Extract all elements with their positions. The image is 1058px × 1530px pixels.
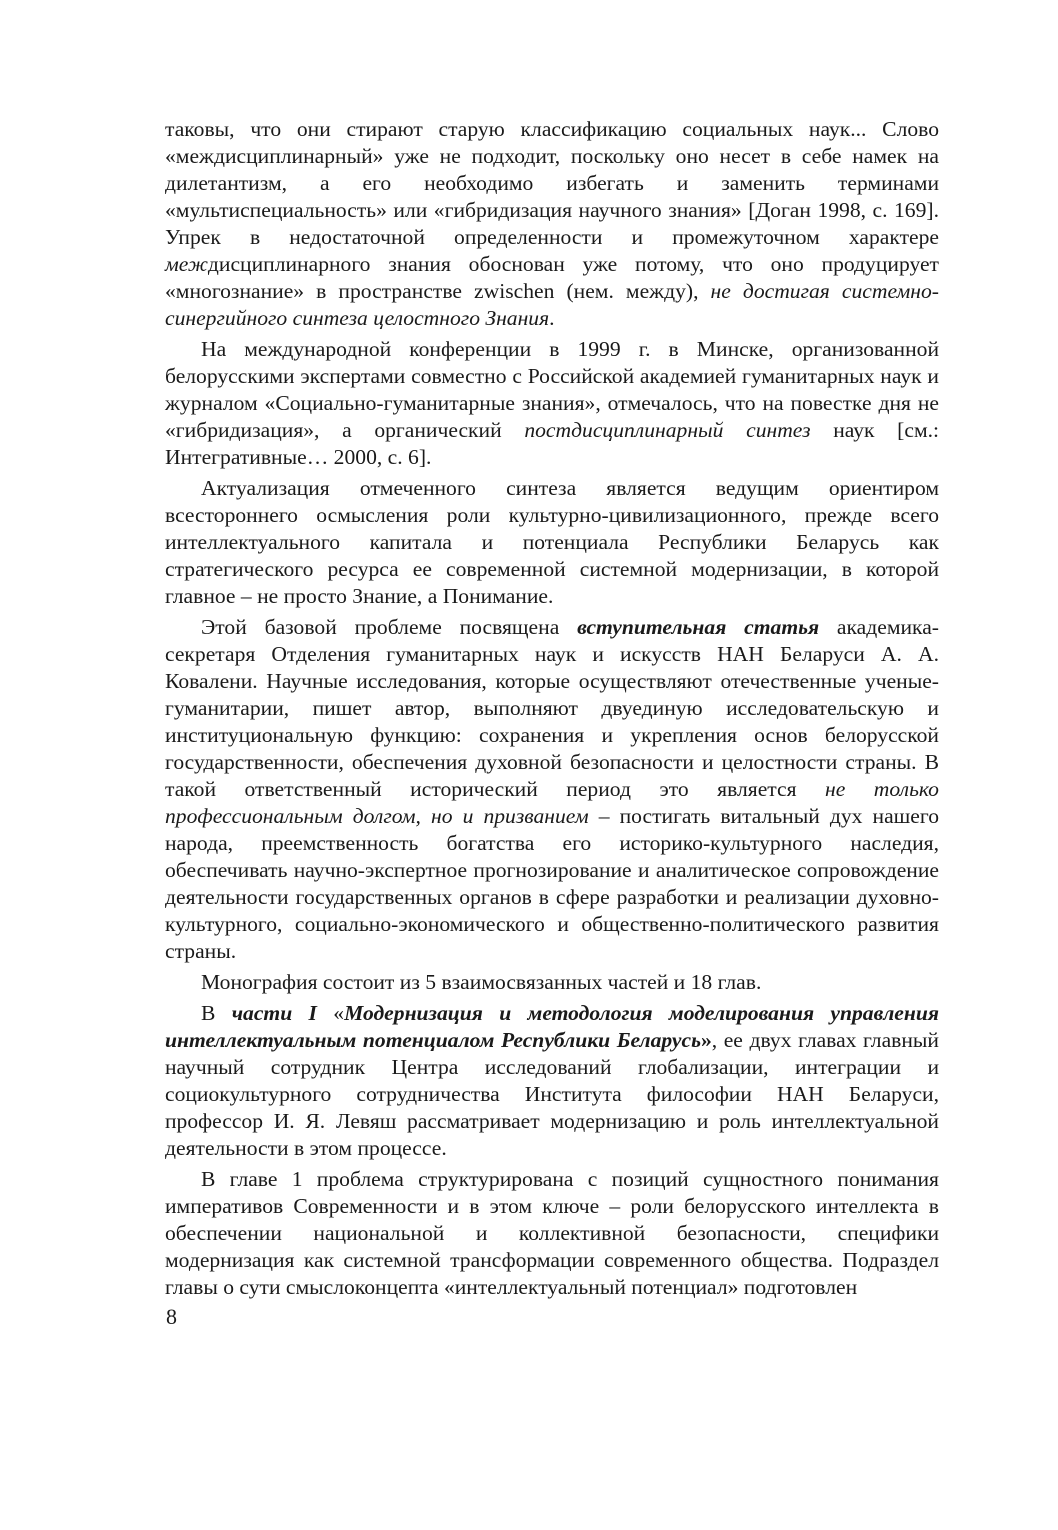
paragraph-7-text: В главе 1 проблема структурирована с позиций сущностного понимания императивов Современности и в этом ключе – роли белорусского интеллекта в обеспечении национальной и коллективной безопасности, специфики модернизация как системной трансформации современного общества. Подраздел главы о сути смыслоконцепта «интеллектуальный потенциал» подготовлен	[165, 1167, 939, 1299]
paragraph-1-italic-prefix: меж	[165, 252, 208, 276]
paragraph-2-text-a: На международной конференции в 1999 г. в Минске, организованной белорусскими экспертами совместно с Российской академией гуманитарных наук и журналом «Социально-гуманитарные знания», отмечалось, что на повестке дня не «гибридизация», а органический	[165, 337, 939, 442]
paragraph-7	[165, 1166, 939, 1301]
paragraph-6-text-a: В	[201, 1001, 232, 1025]
paragraph-2-text-c: наук [см.: Интегративные… 2000, с. 6].	[165, 418, 940, 469]
paragraph-2	[165, 336, 939, 471]
paragraph-4-text-a: Этой базовой проблеме посвящена	[201, 615, 578, 639]
paragraph-4	[165, 614, 939, 965]
paragraph-6-part-label: части I	[231, 1001, 317, 1025]
paragraph-1-text-e: .	[549, 306, 555, 330]
paragraph-5	[165, 969, 939, 996]
paragraph-4-italic-phrase: не только профессиональным долгом, но и призванием	[165, 777, 939, 828]
paragraph-1-text-a: таковы, что они стирают старую классификацию социальных наук... Слово «междисциплинарный» уже не подходит, поскольку оно несет в себе намек на дилетантизм, а его необходимо избегать и заменить терминами «мультиспециальность» или «гибридизация научного знания» [Доган 1998, с. 169]. Упрек в недостаточной определенности и промежуточном характере	[165, 117, 939, 249]
page-number: 8	[166, 1304, 177, 1329]
paragraph-1-text-c: дисциплинарного знания обоснован уже потому, что оно продуцирует «многознание» в пространстве zwischen (нем. между),	[165, 252, 939, 303]
paragraph-6-part-title: Модернизация и методология моделирования управления интеллектуальным потенциалом Республики Беларусь	[165, 1001, 940, 1052]
paragraph-5-text: Монография состоит из 5 взаимосвязанных частей и 18 глав.	[201, 970, 762, 994]
paragraph-4-bold-italic-phrase: вступительная статья	[577, 615, 820, 639]
paragraph-3-text: Актуализация отмеченного синтеза является ведущим ориентиром всестороннего осмысления роли культурно-цивилизационного, прежде всего интеллектуального капитала и потенциала Республики Беларусь как стратегического ресурса ее современной системной модернизации, в которой главное – не просто Знание, а Понимание.	[165, 476, 939, 608]
page-body	[165, 116, 939, 1305]
paragraph-6-close-quote: »	[700, 1028, 712, 1052]
paragraph-2-italic-phrase: постдисциплинарный синтез	[524, 418, 811, 442]
paragraph-6-open-quote: «	[316, 1001, 345, 1025]
paragraph-1-italic-phrase: не достигая системно-синергийного синтеза целостного Знания	[165, 279, 939, 330]
paragraph-1	[165, 116, 939, 332]
paragraph-4-text-e: – постигать витальный дух нашего народа, преемственность богатства его историко-культурного наследия, обеспечивать научно-экспертное прогнозирование и аналитическое сопровождение деятельности государственных органов в сфере разработки и реализации духовно-культурного, социально-экономического и общественно-политического развития страны.	[165, 804, 939, 963]
paragraph-6	[165, 1000, 939, 1162]
paragraph-4-text-c: академика-секретаря Отделения гуманитарных наук и искусств НАН Беларуси А. А. Ковалени. Научные исследования, которые осуществляют отечественные ученые-гуманитарии, пишет автор, выполняют двуединую исследовательскую и институциональную функцию: сохранения и укрепления основ белорусской государственности, обеспечения духовной безопасности и целостности страны. В такой ответственный исторический период это является	[165, 615, 939, 801]
paragraph-6-text-f: , ее двух главах главный научный сотрудник Центра исследований глобализации, интеграции и социокультурного сотрудничества Института философии НАН Беларуси, профессор И. Я. Левяш рассматривает модернизацию и роль интеллектуальной деятельности в этом процессе.	[165, 1028, 939, 1160]
paragraph-3	[165, 475, 939, 610]
